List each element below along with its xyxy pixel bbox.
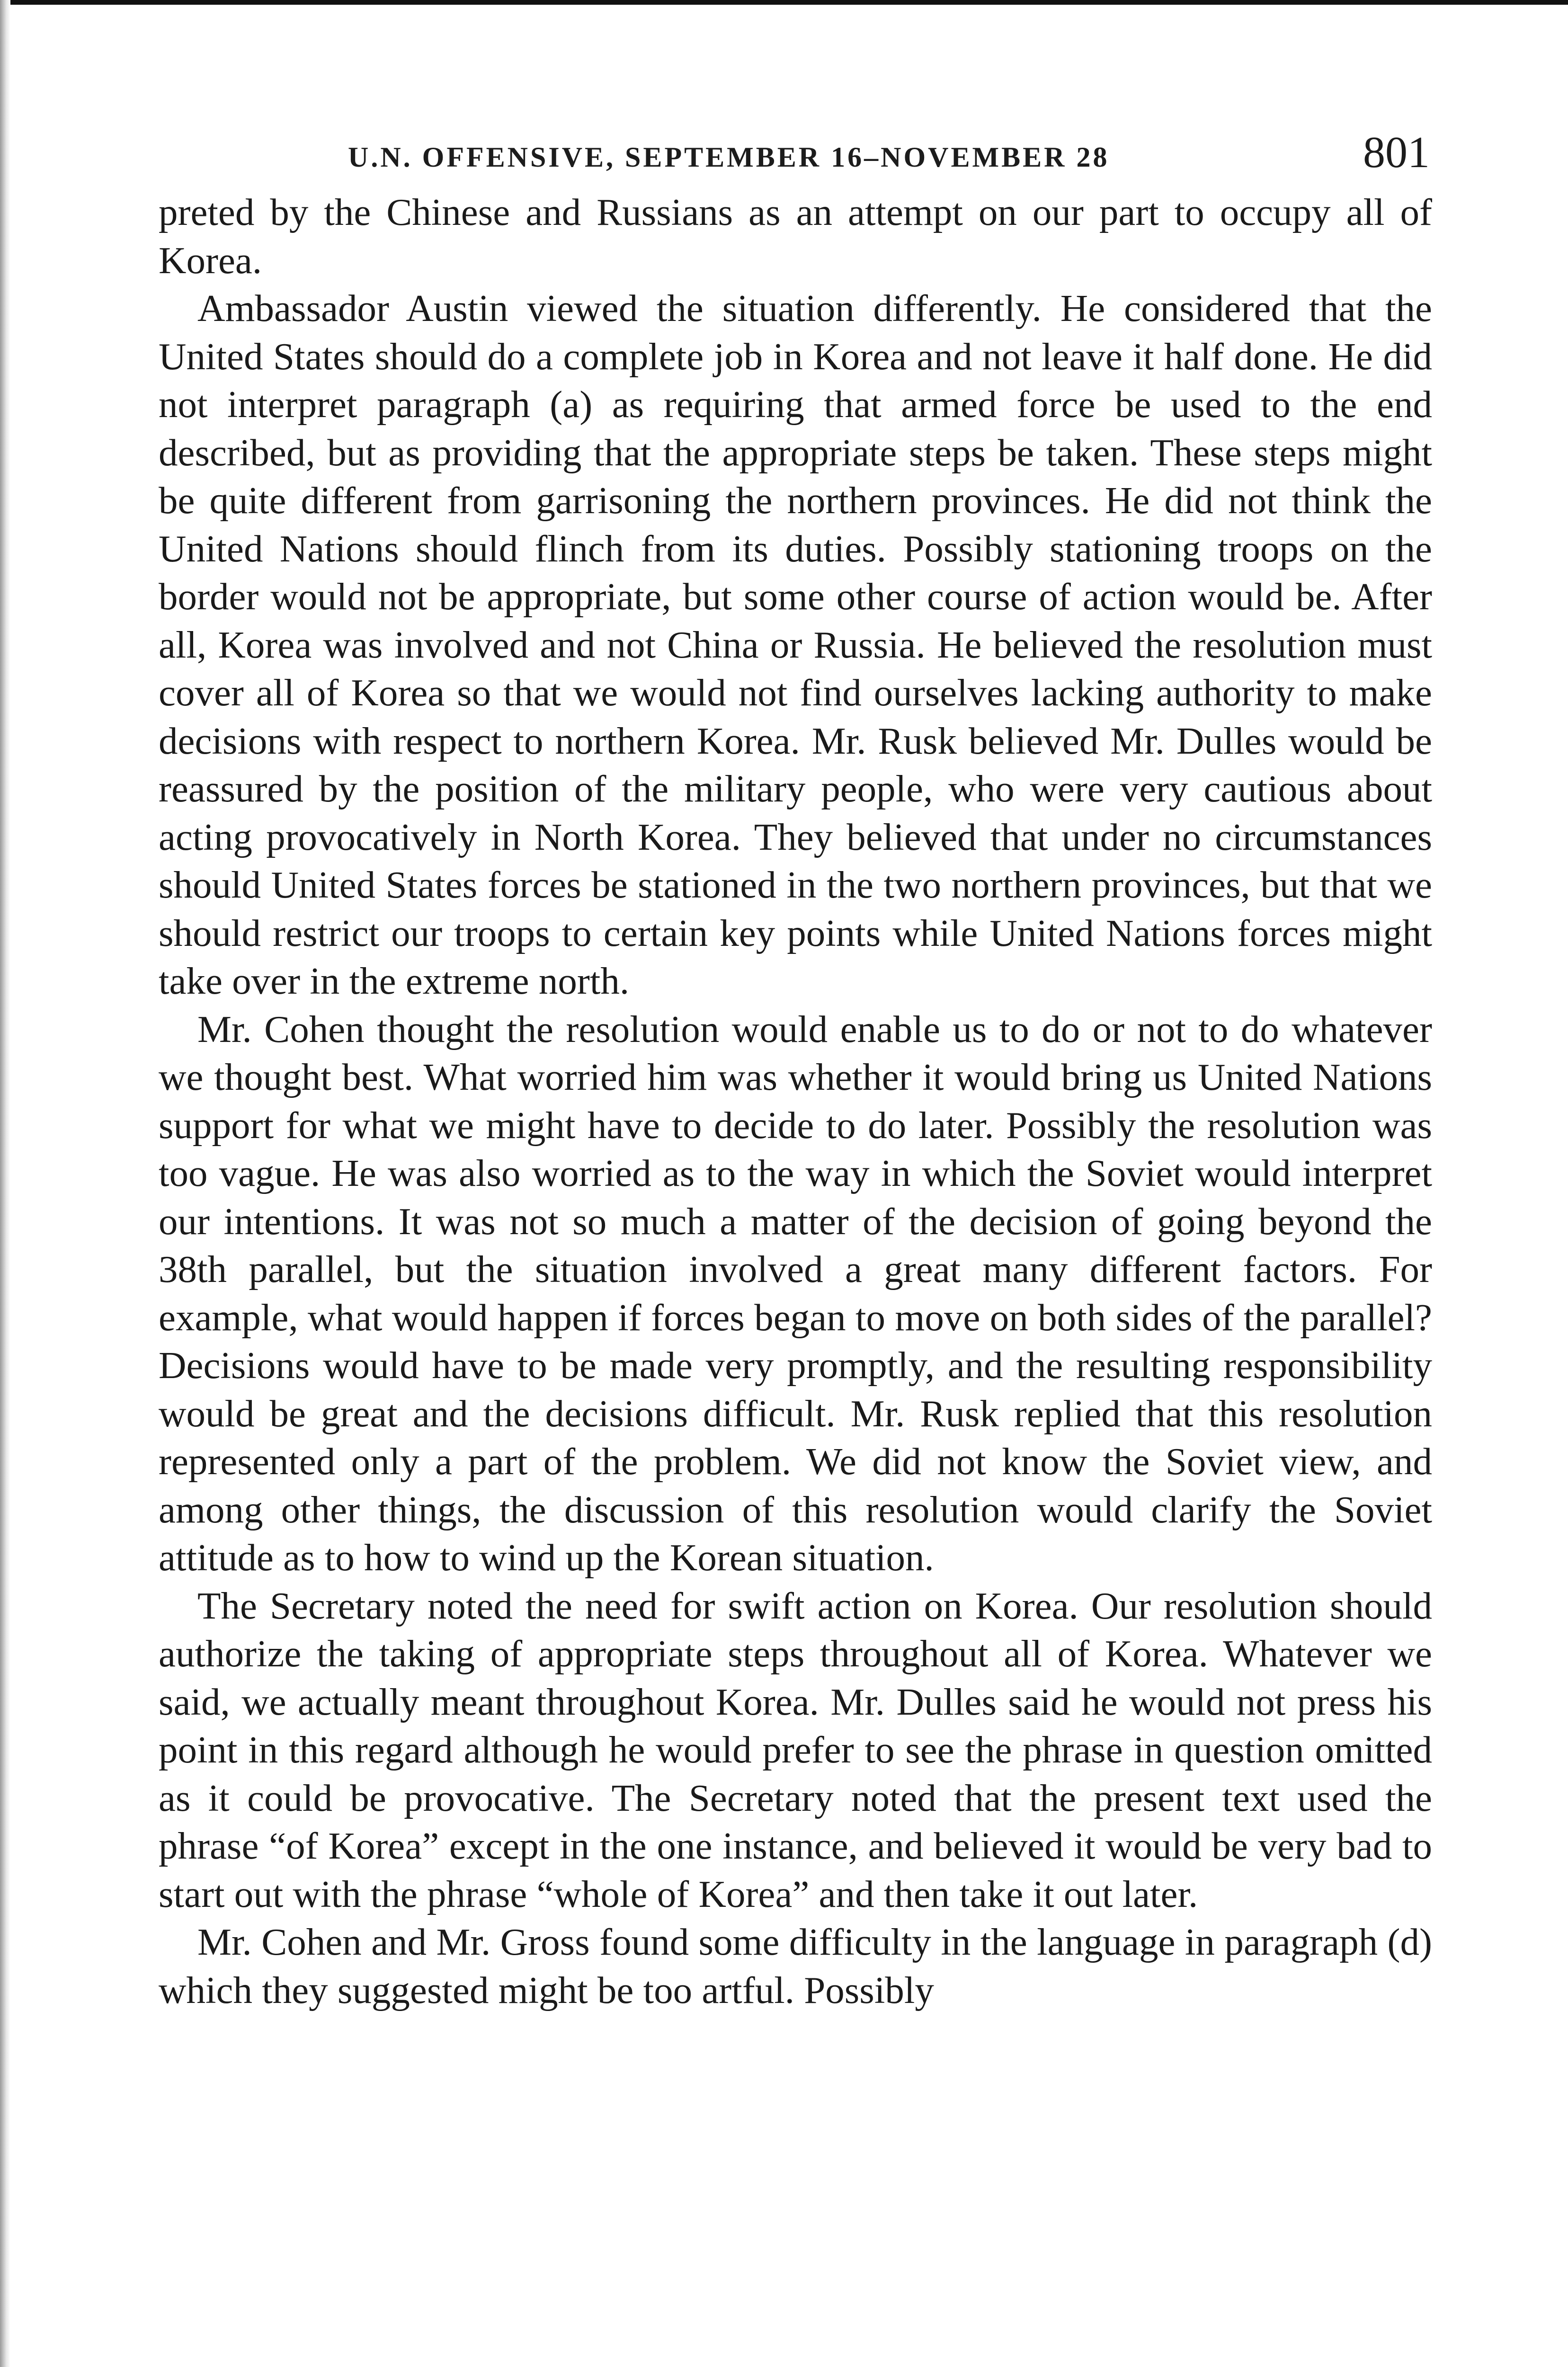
paragraph-secretary: The Secretary noted the need for swift action on Korea. Our resolution should authorize the taking of appropriate steps throughout all of Korea. Whatever we said, we actually meant throughout Korea. Mr. Dulles said he would not press his point in this regard although he would prefer to see the phrase in question omitted as it could be provocative. The Secretary noted that the present text used the phrase “of Korea” except in the one instance, and believed it would be very bad to start out with the phrase “whole of Korea” and then take it out later. bbox=[159, 1584, 1432, 1915]
paragraph-cohen: Mr. Cohen thought the resolution would enable us to do or not to do whatever we thought best. What worried him was whether it would bring us United Nations support for what we might have to decide to do later. Possibly the resolution was too vague. He was also worried as to the way in which the Soviet would interpret our intentions. It was not so much a matter of the decision of going beyond the 38th parallel, but the situation involved a great many different factors. For example, what would happen if forces began to move on both sides of the parallel? Decisions would have to be made very promptly, and the resulting responsibility would be great and the decisions difficult. Mr. Rusk replied that this resolution represented only a part of the problem. We did not know the Soviet view, and among other things, the discussion of this resolution would clarify the Soviet attitude as to how to wind up the Korean situation. bbox=[159, 1007, 1432, 1579]
running-header bbox=[159, 127, 1432, 188]
paragraph-cohen-gross: Mr. Cohen and Mr. Gross found some difficulty in the language in paragraph (d) which they suggested might be too artful. Possibly bbox=[159, 1921, 1432, 2011]
body-text bbox=[159, 188, 1432, 2014]
page-number: 801 bbox=[1363, 128, 1430, 177]
paragraph-austin: Ambassador Austin viewed the situation differently. He considered that the United States should do a complete job in Korea and not leave it half done. He did not interpret paragraph (a) as requiring that armed force be used to the end described, but as providing that the appropriate steps be taken. These steps might be quite different from garrisoning the northern provinces. He did not think the United Nations should flinch from its duties. Possibly stationing troops on the border would not be appropriate, but some other course of action would be. After all, Korea was involved and not China or Russia. He believed the resolution must cover all of Korea so that we would not find ourselves lacking authority to make decisions with respect to northern Korea. Mr. Rusk believed Mr. Dulles would be reassured by the position of the military people, who were very cautious about acting provocatively in North Korea. They believed that under no circumstances should United States forces be stationed in the two northern provinces, but that we should restrict our troops to certain key points while United Nations forces might take over in the extreme north. bbox=[159, 287, 1432, 1002]
top-border-rule bbox=[0, 0, 1568, 5]
page-edge-shadow bbox=[0, 0, 10, 2367]
running-title: U.N. OFFENSIVE, SEPTEMBER 16–NOVEMBER 28 bbox=[348, 142, 1110, 173]
paragraph-continuation: preted by the Chinese and Russians as an attempt on our part to occupy all of Korea. bbox=[159, 191, 1432, 282]
document-page bbox=[159, 127, 1432, 2014]
